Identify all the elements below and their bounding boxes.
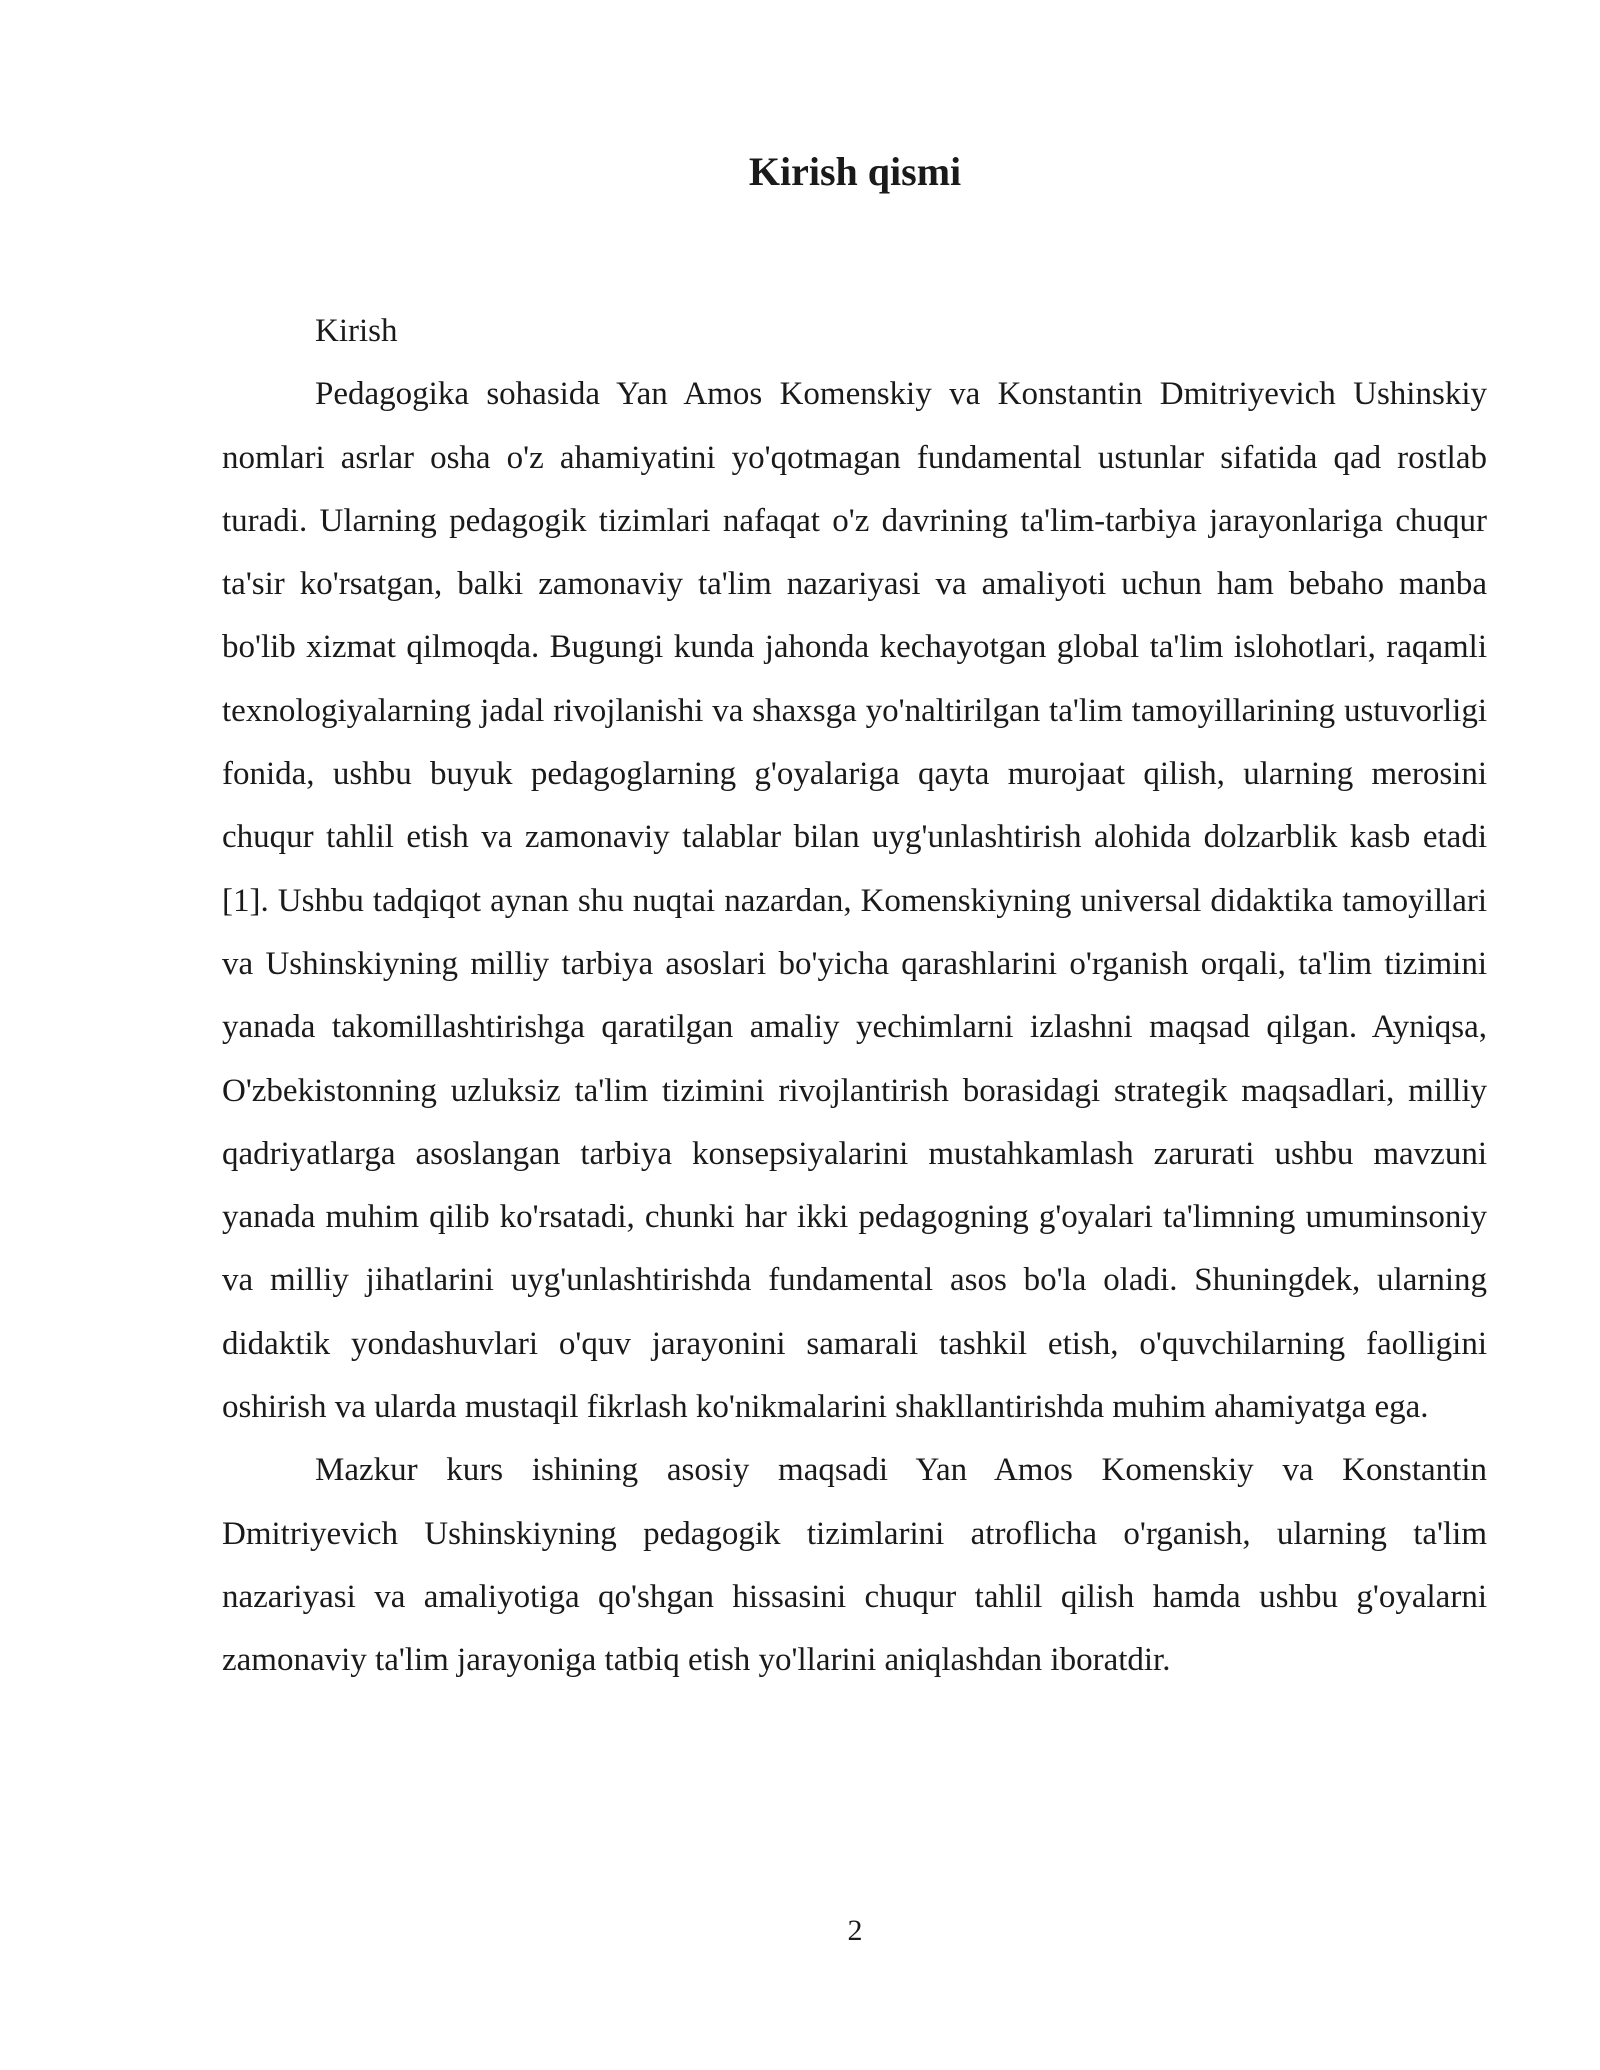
section-heading-paragraph: Kirish: [315, 313, 398, 349]
document-title: Kirish qismi: [748, 149, 962, 194]
body-paragraph: Pedagogika sohasida Yan Amos Komenskiy va Konstantin Dmitriyevich Ushinskiy nomlari asrlar osha o'z ahamiyatini yo'qotmagan fundamental ustunlar sifatida qad rostlab turadi. Ularning pedagogik tizimlari nafaqat o'z davrining ta'lim-tarbiya jarayonlariga chuqur ta'sir ko'rsatgan, balki zamonaviy ta'lim nazariyasi va amaliyoti uchun ham bebaho manba bo'lib xizmat qilmoqda. Bugungi kunda jahonda kechayotgan global ta'lim islohotlari, raqamli texnologiyalarning jadal rivojlanishi va shaxsga yo'naltirilgan ta'lim tamoyillarining ustuvorligi fonida, ushbu buyuk pedagoglarning g'oyalariga qayta murojaat qilish, ularning merosini chuqur tahlil etish va zamonaviy talablar bilan uyg'unlashtirish alohida dolzarblik kasb etadi [1]. Ushbu tadqiqot aynan shu nuqtai nazardan, Komenskiyning universal didaktika tamoyillari va Ushinskiyning milliy tarbiya asoslari bo'yicha qarashlarini o'rganish orqali, ta'lim tizimini yanada takomillashtirishga qaratilgan amaliy yechimlarni izlashni maqsad qilgan. Ayniqsa, O'zbekistonning uzluksiz ta'lim tizimini rivojlantirish borasidagi strategik maqsadlari, milliy qadriyatlarga asoslangan tarbiya konsepsiyalarini mustahkamlash zarurati ushbu mavzuni yanada muhim qilib ko'rsatadi, chunki har ikki pedagogning g'oyalari ta'limning umuminsoniy va milliy jihatlarini uyg'unlashtirishda fundamental asos bo'la oladi. Shuningdek, ularning didaktik yondashuvlari o'quv jarayonini samarali tashkil etish, o'quvchilarning faolligini oshirish va ularda mustaqil fikrlash ko'nikmalarini shakllantirishda muhim ahamiyatga ega.: [222, 376, 1487, 1426]
body-paragraph: Mazkur kurs ishining asosiy maqsadi Yan Amos Komenskiy va Konstantin Dmitriyevich Ushinskiyning pedagogik tizimlarini atroflicha o'rganish, ularning ta'lim nazariyasi va amaliyotiga qo'shgan hissasini chuqur tahlil qilish hamda ushbu g'oyalarni zamonaviy ta'lim jarayoniga tatbiq etish yo'llarini aniqlashdan iboratdir.: [222, 1452, 1487, 1679]
document-body: [222, 300, 1487, 1693]
page-number: 2: [847, 1914, 863, 1947]
